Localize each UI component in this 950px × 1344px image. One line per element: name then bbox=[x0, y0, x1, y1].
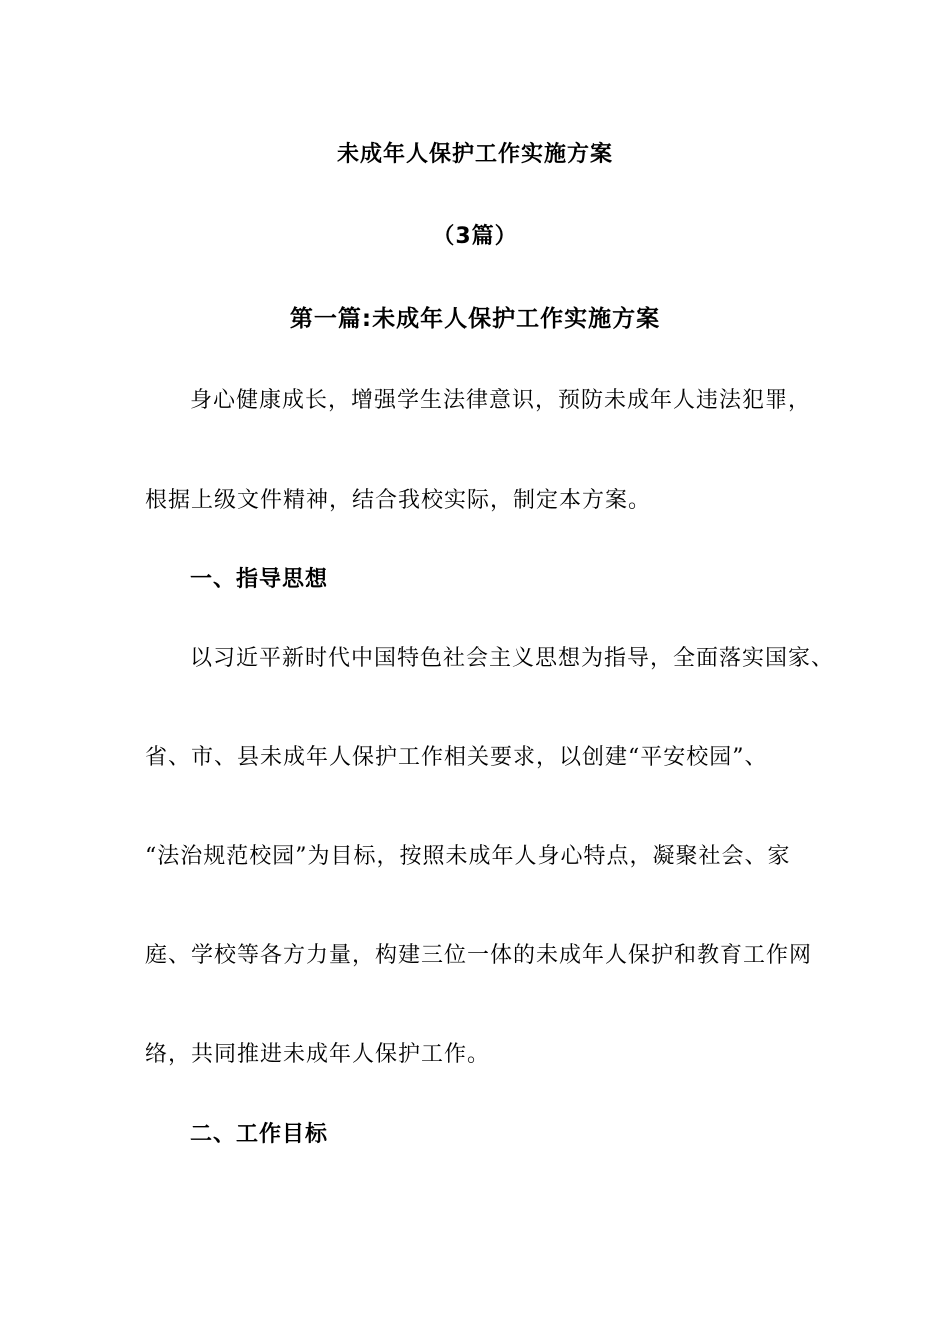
intro-line-2: 根据上级文件精神，结合我校实际，制定本方案。 bbox=[145, 488, 652, 513]
section-heading-guiding-ideology: 一、指导思想 bbox=[190, 567, 329, 592]
document-title: 未成年人保护工作实施方案 bbox=[336, 142, 613, 167]
section1-line-4: 庭、学校等各方力量，构建三位一体的未成年人保护和教育工作网 bbox=[145, 943, 813, 968]
section1-line-5: 络，共同推进未成年人保护工作。 bbox=[145, 1042, 491, 1067]
section-heading-work-goals: 二、工作目标 bbox=[190, 1122, 329, 1147]
chapter-heading: 第一篇:未成年人保护工作实施方案 bbox=[289, 306, 661, 332]
section1-line-2: 省、市、县未成年人保护工作相关要求，以创建“平安校园”、 bbox=[145, 745, 768, 770]
intro-line-1: 身心健康成长，增强学生法律意识，预防未成年人违法犯罪， bbox=[190, 388, 812, 413]
section1-line-3: “法治规范校园”为目标，按照未成年人身心特点，凝聚社会、家 bbox=[145, 844, 791, 869]
section1-line-1: 以习近平新时代中国特色社会主义思想为指导，全面落实国家、 bbox=[190, 646, 835, 671]
document-subtitle: （3篇） bbox=[432, 224, 518, 249]
